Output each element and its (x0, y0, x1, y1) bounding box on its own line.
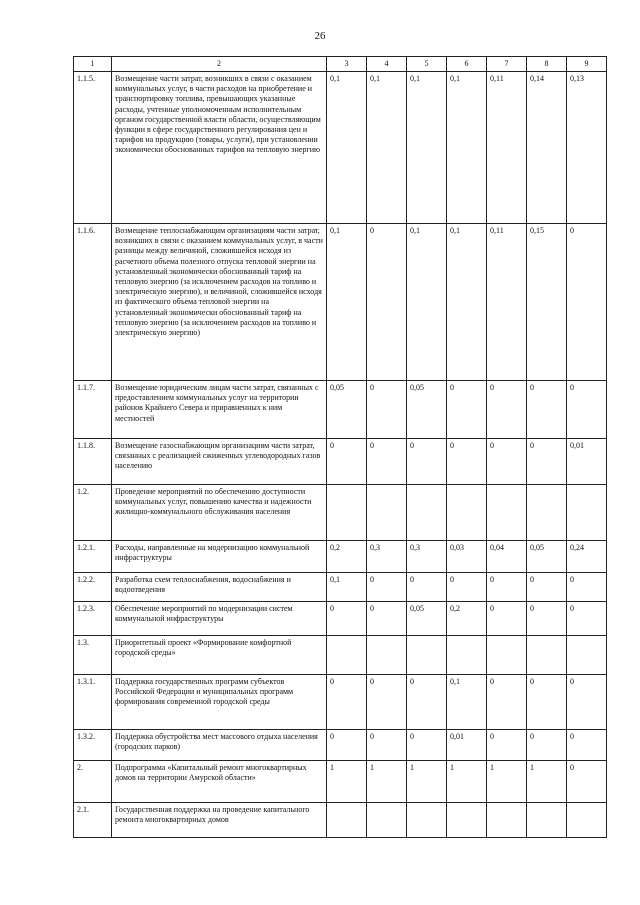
row-value: 1 (327, 761, 367, 803)
row-value (367, 803, 407, 838)
row-value: 0 (367, 675, 407, 730)
row-value: 1 (447, 761, 487, 803)
row-value: 0,1 (407, 224, 447, 381)
row-value: 0,11 (487, 72, 527, 224)
row-value: 0,04 (487, 541, 527, 573)
row-value: 0 (527, 602, 567, 636)
row-value: 0 (527, 573, 567, 602)
column-header: 1 (74, 57, 112, 72)
table-row (74, 602, 607, 636)
row-code: 1.2.2. (74, 573, 112, 602)
row-value (527, 636, 567, 675)
row-value: 0 (447, 439, 487, 485)
row-value: 0,15 (527, 224, 567, 381)
row-value: 0 (367, 381, 407, 439)
row-description: Возмещение теплоснабжающим организациям части затрат, возникших в связи с оказанием коммунальных услуг, в части разницы между величиной, сложившейся исходя из расчетного объема полезного отпуска тепловой энергии на установленный экономически обоснованный тариф на тепловую энергию (за исключением расходов на топливо и электрическую энергию), и величиной, сложившейся исходя из фактического объема тепловой энергии на установленный экономически обоснованный тариф на тепловую энергию (за исключением расходов на топливо и электрическую энергию) (112, 224, 327, 381)
row-value: 0 (527, 381, 567, 439)
row-value: 0 (407, 439, 447, 485)
row-value (567, 485, 607, 541)
row-description: Подпрограмма «Капитальный ремонт многоквартирных домов на территории Амурской области» (112, 761, 327, 803)
page-number: 26 (314, 30, 326, 42)
row-value: 0 (527, 439, 567, 485)
table-row (74, 761, 607, 803)
table-row (74, 72, 607, 224)
row-value: 0,1 (327, 224, 367, 381)
row-code: 2.1. (74, 803, 112, 838)
column-header: 9 (567, 57, 607, 72)
row-value: 0,05 (327, 381, 367, 439)
row-code: 2. (74, 761, 112, 803)
row-value: 0,2 (327, 541, 367, 573)
table-row (74, 224, 607, 381)
row-value: 0 (487, 602, 527, 636)
row-description: Поддержка обустройства мест массового отдыха населения (городских парков) (112, 730, 327, 761)
row-value: 0 (407, 730, 447, 761)
row-value: 0,01 (447, 730, 487, 761)
row-value: 0,05 (407, 602, 447, 636)
row-value: 0,3 (407, 541, 447, 573)
row-value: 0 (567, 224, 607, 381)
indicators-table (73, 56, 607, 838)
row-value (447, 636, 487, 675)
table-row (74, 675, 607, 730)
row-description: Государственная поддержка на проведение капитального ремонта многоквартирных домов (112, 803, 327, 838)
row-value: 0,1 (447, 675, 487, 730)
row-description: Возмещение газоснабжающим организациям части затрат, связанных с реализацией сжиженных углеводородных газов населению (112, 439, 327, 485)
row-value: 1 (527, 761, 567, 803)
table-row (74, 573, 607, 602)
column-header: 7 (487, 57, 527, 72)
row-value (447, 803, 487, 838)
row-value: 0 (367, 573, 407, 602)
row-value: 0,14 (527, 72, 567, 224)
row-value: 0,2 (447, 602, 487, 636)
row-value: 0 (367, 439, 407, 485)
row-value: 0,1 (407, 72, 447, 224)
row-value (327, 803, 367, 838)
row-value (407, 803, 447, 838)
row-value (527, 803, 567, 838)
row-value: 0,1 (367, 72, 407, 224)
row-description: Разработка схем теплоснабжения, водоснабжения и водоотведения (112, 573, 327, 602)
row-description: Обеспечение мероприятий по модернизации систем коммунальной инфраструктуры (112, 602, 327, 636)
row-value: 0,13 (567, 72, 607, 224)
row-code: 1.2.3. (74, 602, 112, 636)
row-code: 1.1.5. (74, 72, 112, 224)
row-value (327, 636, 367, 675)
table-row (74, 803, 607, 838)
row-value: 0 (447, 381, 487, 439)
row-value: 0 (327, 439, 367, 485)
row-value (567, 803, 607, 838)
row-value (407, 636, 447, 675)
table-row (74, 730, 607, 761)
table-row (74, 439, 607, 485)
row-value (487, 636, 527, 675)
row-value: 0 (327, 675, 367, 730)
column-header: 5 (407, 57, 447, 72)
row-description: Расходы, направленные на модернизацию коммунальной инфраструктуры (112, 541, 327, 573)
table-row (74, 541, 607, 573)
row-code: 1.3.1. (74, 675, 112, 730)
row-value: 0,1 (327, 573, 367, 602)
row-description: Проведение мероприятий по обеспечению доступности коммунальных услуг, повышению качества и надежности жилищно-коммунального обслуживания населения (112, 485, 327, 541)
row-value: 0 (407, 573, 447, 602)
row-value: 0,01 (567, 439, 607, 485)
table-header-row (74, 57, 607, 72)
row-code: 1.2. (74, 485, 112, 541)
row-value: 0,05 (527, 541, 567, 573)
row-code: 1.1.8. (74, 439, 112, 485)
row-value: 0 (487, 675, 527, 730)
row-value: 0 (447, 573, 487, 602)
row-value: 0 (327, 730, 367, 761)
row-value (327, 485, 367, 541)
column-header: 6 (447, 57, 487, 72)
row-value (487, 485, 527, 541)
column-header: 3 (327, 57, 367, 72)
row-description: Возмещение части затрат, возникших в связи с оказанием коммунальных услуг, в части расходов на приобретение и транспортировку топлива, превышающих указанные расходы, учтенные уполномоченным исполнительным органом государственной власти области, осуществляющим функции в сфере государственного регулирования цен и тарифов на продукцию (товары, услуги), при установлении экономически обоснованных тарифов на тепловую энергию (112, 72, 327, 224)
row-value (447, 485, 487, 541)
row-value (367, 636, 407, 675)
row-value (527, 485, 567, 541)
row-value: 0,24 (567, 541, 607, 573)
row-value: 0 (327, 602, 367, 636)
row-code: 1.2.1. (74, 541, 112, 573)
row-value: 1 (367, 761, 407, 803)
row-code: 1.1.7. (74, 381, 112, 439)
row-value: 0,1 (447, 224, 487, 381)
row-value: 0,1 (327, 72, 367, 224)
row-value (567, 636, 607, 675)
row-value: 0,03 (447, 541, 487, 573)
row-value: 1 (407, 761, 447, 803)
row-value: 0,11 (487, 224, 527, 381)
column-header: 8 (527, 57, 567, 72)
row-value: 0 (487, 573, 527, 602)
row-description: Возмещение юридическим лицам части затрат, связанных с предоставлением коммунальных услуг на территории районов Крайнего Севера и приравненных к ним местностей (112, 381, 327, 439)
row-code: 1.3. (74, 636, 112, 675)
row-value: 0 (567, 730, 607, 761)
row-value: 0 (367, 224, 407, 381)
row-value: 0 (527, 675, 567, 730)
row-value: 0 (407, 675, 447, 730)
row-description: Поддержка государственных программ субъектов Российской Федерации и муниципальных программ формирования современной городской среды (112, 675, 327, 730)
row-value: 0 (567, 602, 607, 636)
row-value: 0 (367, 730, 407, 761)
row-value: 0 (487, 439, 527, 485)
row-value (367, 485, 407, 541)
row-value: 0,1 (447, 72, 487, 224)
row-value: 0,05 (407, 381, 447, 439)
row-value: 0 (527, 730, 567, 761)
row-value (487, 803, 527, 838)
row-code: 1.1.6. (74, 224, 112, 381)
column-header: 4 (367, 57, 407, 72)
row-value: 0 (487, 381, 527, 439)
row-value: 0 (567, 573, 607, 602)
row-value: 0 (567, 381, 607, 439)
column-header: 2 (112, 57, 327, 72)
row-value (407, 485, 447, 541)
table-row (74, 485, 607, 541)
row-value: 0 (567, 675, 607, 730)
table-row (74, 381, 607, 439)
row-description: Приоритетный проект «Формирование комфортной городской среды» (112, 636, 327, 675)
row-code: 1.3.2. (74, 730, 112, 761)
row-value: 0 (487, 730, 527, 761)
table-row (74, 636, 607, 675)
row-value: 0,3 (367, 541, 407, 573)
row-value: 0 (567, 761, 607, 803)
row-value: 0 (367, 602, 407, 636)
row-value: 1 (487, 761, 527, 803)
